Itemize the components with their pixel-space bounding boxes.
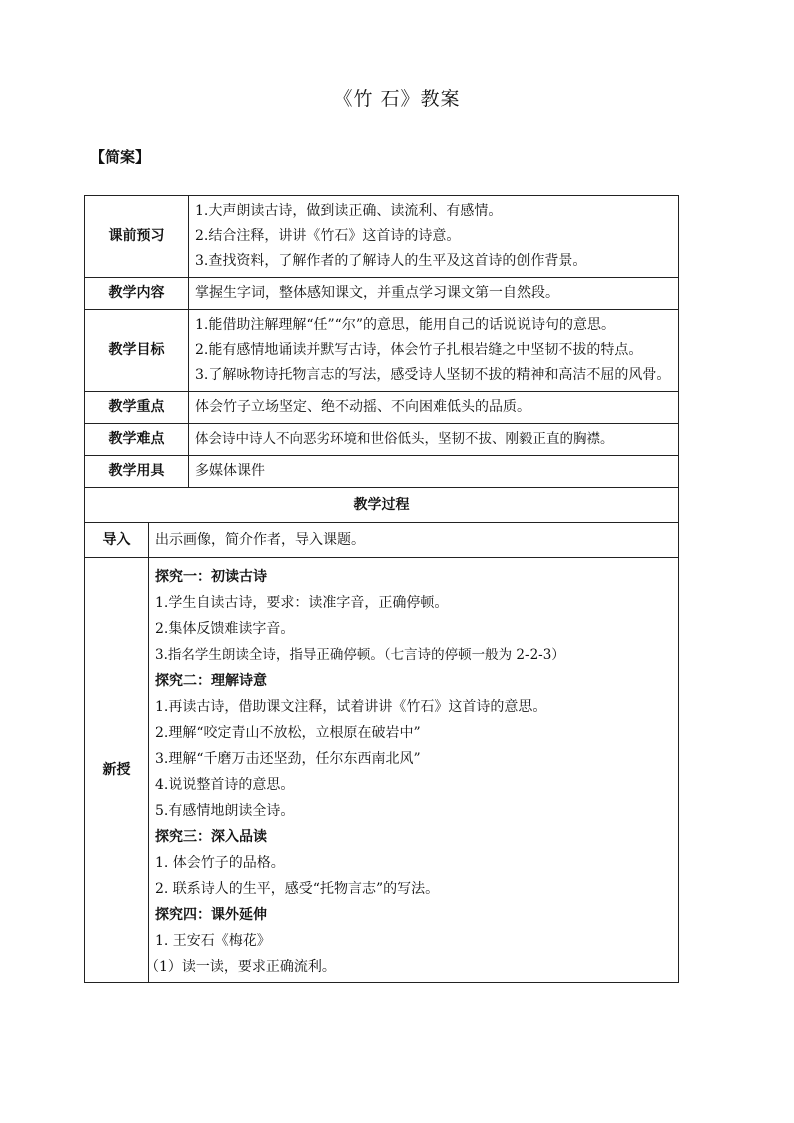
preview-line-1: 1.大声朗读古诗，做到读正确、读流利、有感情。 — [195, 203, 503, 219]
preview-line-2: 2.结合注释，讲讲《竹石》这首诗的诗意。 — [195, 228, 461, 244]
part2-line-3: 3.理解“千磨万击还坚劲，任尔东西南北风” — [155, 751, 421, 767]
part3-title: 探究三：深入品读 — [155, 829, 267, 845]
goals-line-2: 2.能有感情地诵读并默写古诗，体会竹子扎根岩缝之中坚韧不拔的特点。 — [195, 342, 643, 358]
row-label-intro: 导入 — [85, 523, 149, 558]
part2-line-4: 4.说说整首诗的意思。 — [155, 777, 295, 793]
row-label-new-lesson: 新授 — [85, 558, 149, 983]
part2-line-5: 5.有感情地朗读全诗。 — [155, 803, 295, 819]
row-label-tools: 教学用具 — [85, 456, 189, 488]
part2-line-2: 2.理解“咬定青山不放松，立根原在破岩中” — [155, 725, 421, 741]
row-content-difficulty: 体会诗中诗人不向恶劣环境和世俗低头，坚韧不拔、刚毅正直的胸襟。 — [189, 424, 679, 456]
part1-line-2: 2.集体反馈难读字音。 — [155, 621, 295, 637]
part3-line-2: 2. 联系诗人的生平，感受“托物言志”的写法。 — [155, 881, 440, 897]
part2-line-1: 1.再读古诗，借助课文注释，试着讲讲《竹石》这首诗的意思。 — [155, 699, 547, 715]
lesson-plan-table — [84, 195, 679, 983]
row-label-content: 教学内容 — [85, 278, 189, 310]
row-content-content: 掌握生字词，整体感知课文，并重点学习课文第一自然段。 — [189, 278, 679, 310]
part1-line-1: 1.学生自读古诗，要求：读准字音，正确停顿。 — [155, 595, 449, 611]
process-header: 教学过程 — [85, 488, 679, 523]
table-row-key-point — [85, 392, 679, 424]
section-label: 【简案】 — [90, 148, 151, 166]
row-label-preview: 课前预习 — [85, 196, 189, 278]
table-row-process-header — [85, 488, 679, 523]
row-content-preview — [189, 196, 679, 278]
row-content-new-lesson — [145, 558, 679, 983]
table-row-content — [85, 278, 679, 310]
row-content-tools: 多媒体课件 — [189, 456, 679, 488]
part1-line-3: 3.指名学生朗读全诗，指导正确停顿。（七言诗的停顿一般为 2-2-3） — [155, 647, 565, 663]
document-title: 《竹 石》教案 — [333, 88, 461, 110]
goals-line-3: 3.了解咏物诗托物言志的写法，感受诗人坚韧不拔的精神和高洁不屈的风骨。 — [195, 367, 671, 383]
table-row-intro — [85, 523, 679, 558]
row-label-key-point: 教学重点 — [85, 392, 189, 424]
part4-line-2: （1）读一读，要求正确流利。 — [145, 959, 336, 975]
part3-line-1: 1. 体会竹子的品格。 — [155, 855, 285, 871]
row-label-goals: 教学目标 — [85, 310, 189, 392]
table-row-new-lesson — [85, 558, 679, 983]
table-row-tools — [85, 456, 679, 488]
row-content-goals — [189, 310, 679, 392]
table-row-goals — [85, 310, 679, 392]
goals-line-1: 1.能借助注解理解“任”“尔”的意思，能用自己的话说说诗句的意思。 — [195, 317, 615, 333]
part2-title: 探究二：理解诗意 — [155, 673, 267, 689]
row-label-difficulty: 教学难点 — [85, 424, 189, 456]
table-row-difficulty — [85, 424, 679, 456]
part4-line-1: 1. 王安石《梅花》 — [155, 933, 271, 949]
table-row-preview — [85, 196, 679, 278]
row-content-intro: 出示画像，简介作者，导入课题。 — [149, 523, 679, 558]
part4-title: 探究四：课外延伸 — [155, 907, 267, 923]
part1-title: 探究一：初读古诗 — [155, 569, 267, 585]
preview-line-3: 3.查找资料，了解作者的了解诗人的生平及这首诗的创作背景。 — [195, 253, 587, 269]
row-content-key-point: 体会竹子立场坚定、绝不动摇、不向困难低头的品质。 — [189, 392, 679, 424]
